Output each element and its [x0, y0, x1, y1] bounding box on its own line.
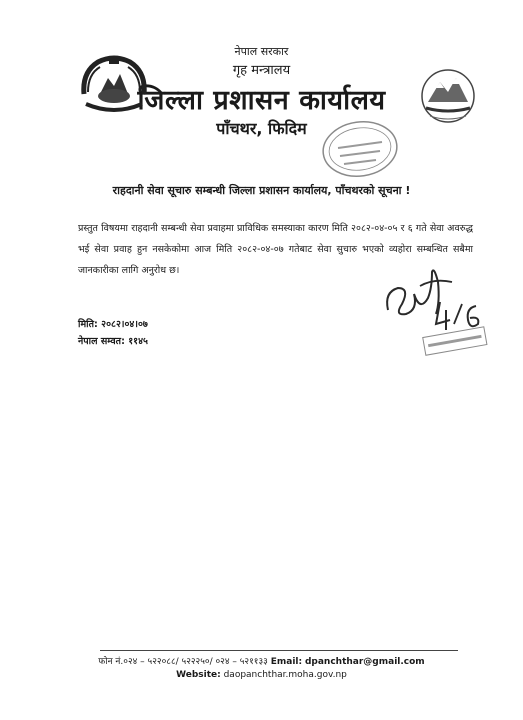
- email-address[interactable]: dpanchthar@gmail.com: [304, 657, 425, 667]
- koshi-pradesh-logo-icon: [418, 68, 478, 128]
- notice-date: मिति: २०८२।०४।०७: [78, 319, 148, 330]
- website-url[interactable]: daopanchthar.moha.gov.np: [223, 670, 347, 680]
- notice-body: प्रस्तुत विषयमा राहदानी सम्बन्धी सेवा प्रवाहमा प्राविधिक समस्याका कारण मिति २०८२-०४-०५ र ६ गते सेवा अवरुद्ध भई सेवा प्रवाह हुन नसकेकोमा आज मिति २०८२-०४-०७ गतेबाट सेवा सुचारु भएको व्यहोरा सम्बन्धित सबैमा जानकारीका लागि अनुरोध छ।: [78, 223, 473, 276]
- nepal-emblem-icon: [78, 54, 150, 118]
- website-line: [0, 670, 523, 680]
- oval-stamp-icon: [320, 118, 400, 180]
- nepal-sambat-date: नेपाल सम्वत: ११४५: [78, 336, 148, 347]
- office-location: पाँचथर, फिदिम: [216, 119, 307, 138]
- email-label: Email:: [270, 657, 303, 667]
- phone-numbers: फोन नं.०२४ – ५२२०८८/ ५२२२५०/ ०२४ – ५२११३३: [98, 657, 268, 667]
- ministry-name: गृह मन्त्रालय: [232, 63, 291, 78]
- website-label: Website:: [176, 670, 221, 680]
- office-title: जिल्ला प्रशासन कार्यालय: [137, 85, 386, 116]
- footer-divider: [100, 650, 458, 651]
- notice-subject: राहदानी सेवा सूचारु सम्बन्धी जिल्ला प्रशासन कार्यालय, पाँचथरको सूचना !: [112, 184, 411, 197]
- officer-signature: [380, 258, 490, 363]
- contact-line: [0, 654, 523, 667]
- government-name: नेपाल सरकार: [234, 45, 289, 58]
